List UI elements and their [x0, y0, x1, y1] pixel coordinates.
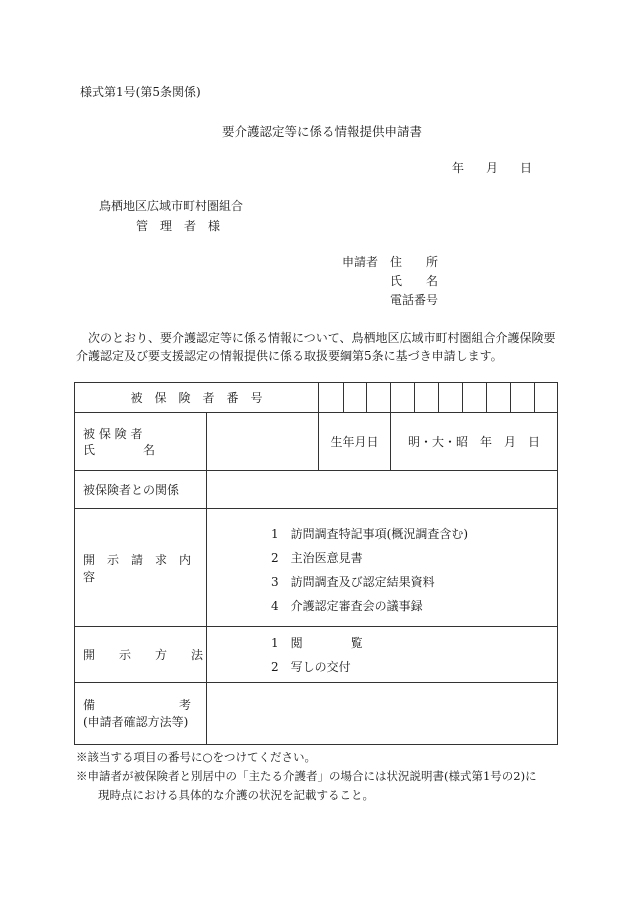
note-1: ※該当する項目の番号に○をつけてください。 — [76, 750, 317, 764]
applicant-address-label: 住 所 — [390, 255, 439, 269]
disclosure-options — [207, 509, 558, 627]
relation-label: 被保険者との関係 — [75, 471, 207, 509]
remarks-label-line1: 備 考 — [83, 697, 192, 712]
body-text-line2: 介護認定及び要支援認定の情報提供に係る取扱要綱第5条に基づき申請します。 — [76, 349, 503, 363]
method-options — [207, 627, 558, 683]
addressee-organization: 鳥栖地区広域市町村圏組合 — [99, 199, 244, 213]
relation-row — [75, 471, 558, 509]
insured-number-digit-2[interactable] — [344, 383, 367, 413]
method-label: 開 示 方 法 — [75, 627, 207, 683]
insured-name-row — [75, 413, 558, 471]
form-number: 様式第1号(第5条関係) — [80, 85, 201, 99]
insured-name-label — [75, 413, 207, 471]
insured-name-label-line1: 被 保 険 者 — [83, 426, 143, 441]
insured-number-row — [75, 383, 558, 413]
note-2: ※申請者が被保険者と別居中の「主たる介護者」の場合には状況説明書(様式第1号の2)に — [76, 769, 537, 783]
insured-number-digit-5[interactable] — [415, 383, 439, 413]
method-option-2[interactable]: 2 写しの交付 — [271, 659, 351, 674]
remarks-label — [75, 683, 207, 745]
birthdate-label: 生年月日 — [319, 413, 391, 471]
birthdate-field[interactable]: 明・大・昭 年 月 日 — [391, 413, 558, 471]
method-option-1[interactable]: 1 閲 覧 — [271, 635, 363, 650]
date-day-label: 日 — [520, 161, 533, 175]
insured-number-digit-10[interactable] — [535, 383, 558, 413]
insured-number-digit-6[interactable] — [439, 383, 463, 413]
insured-number-digit-9[interactable] — [511, 383, 535, 413]
insured-number-digit-1[interactable] — [319, 383, 344, 413]
relation-field[interactable] — [207, 471, 558, 509]
note-3: 現時点における具体的な介護の状況を記載すること。 — [98, 788, 374, 802]
insured-number-label: 被 保 険 者 番 号 — [75, 383, 319, 413]
disclosure-option-4[interactable]: 4 介護認定審査会の議事録 — [271, 598, 423, 613]
insured-number-digit-3[interactable] — [367, 383, 391, 413]
disclosure-label: 開 示 請 求 内 容 — [75, 509, 207, 627]
insured-number-digit-8[interactable] — [487, 383, 511, 413]
remarks-label-line2: (申請者確認方法等) — [83, 714, 189, 729]
disclosure-option-1[interactable]: 1 訪問調査特記事項(概況調査含む) — [271, 526, 468, 541]
insured-number-digit-4[interactable] — [391, 383, 415, 413]
insured-number-digit-7[interactable] — [463, 383, 487, 413]
disclosure-option-3[interactable]: 3 訪問調査及び認定結果資料 — [271, 574, 435, 589]
disclosure-option-2[interactable]: 2 主治医意見書 — [271, 550, 363, 565]
remarks-field[interactable] — [207, 683, 558, 745]
insured-name-field[interactable] — [207, 413, 319, 471]
form-title: 要介護認定等に係る情報提供申請書 — [222, 124, 423, 139]
body-text-line1: 次のとおり、要介護認定等に係る情報について、鳥栖地区広域市町村圏組合介護保険要 — [88, 331, 556, 345]
applicant-name-label: 氏 名 — [390, 274, 439, 288]
date-year-label: 年 — [452, 161, 465, 175]
disclosure-row — [75, 509, 558, 627]
remarks-row — [75, 683, 558, 745]
insured-name-label-line2: 氏 名 — [83, 442, 156, 457]
method-row — [75, 627, 558, 683]
date-month-label: 月 — [486, 161, 499, 175]
addressee-role: 管 理 者 様 — [136, 219, 221, 233]
application-form-table — [74, 382, 558, 745]
applicant-label: 申請者 — [342, 255, 379, 269]
applicant-phone-label: 電話番号 — [390, 293, 439, 307]
